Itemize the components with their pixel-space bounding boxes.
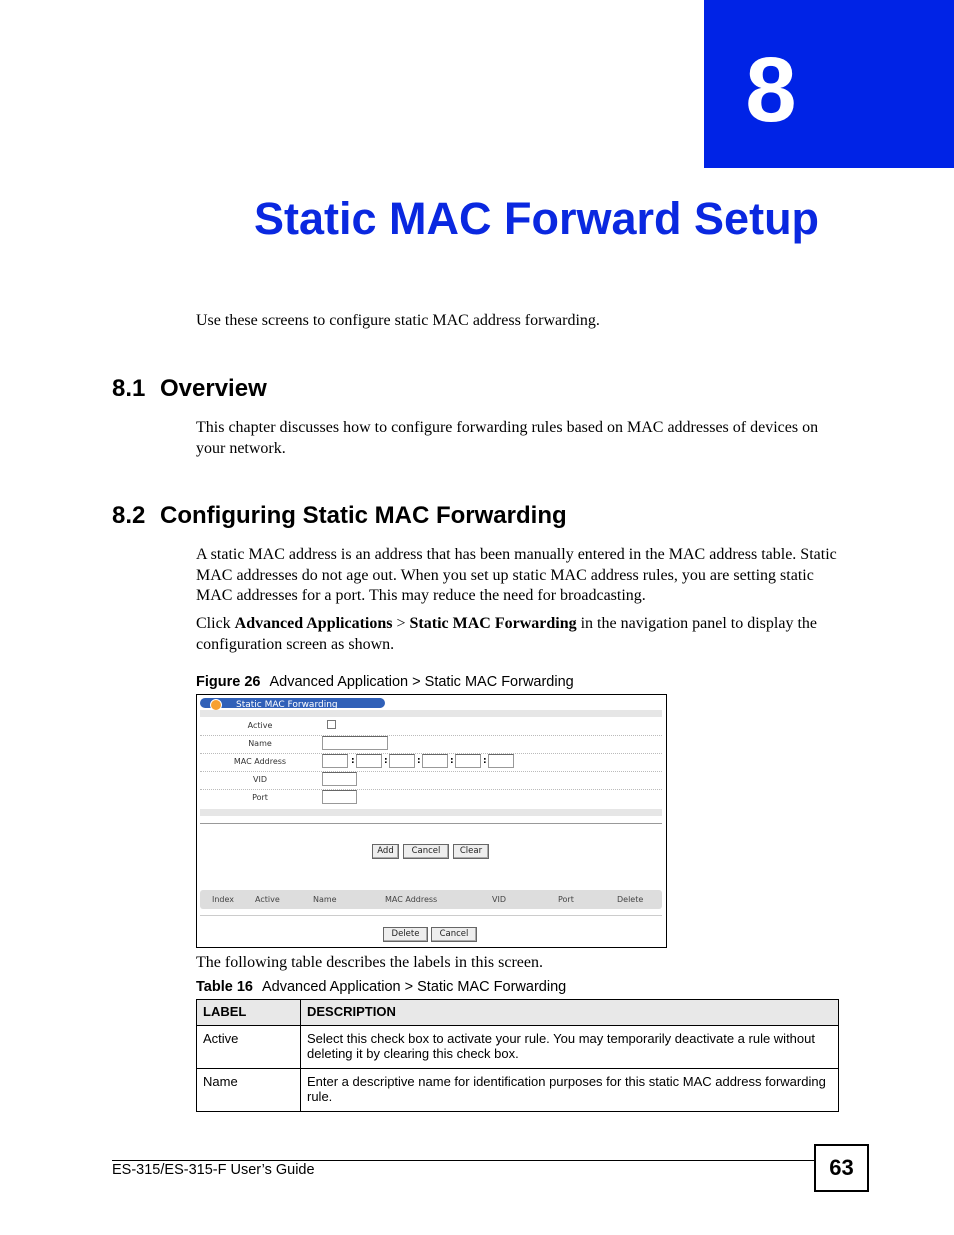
field-row-port xyxy=(200,789,662,807)
port-input[interactable] xyxy=(322,790,357,804)
config-paragraph-2 xyxy=(196,614,841,655)
mac-octet-6-input[interactable] xyxy=(488,754,514,768)
table-row xyxy=(197,1025,839,1068)
table-cell-description: Enter a descriptive name for identification purposes for this static MAC address forwarding rule. xyxy=(301,1068,839,1111)
mac-octet-2-input[interactable] xyxy=(356,754,382,768)
mac-octet-5-input[interactable] xyxy=(455,754,481,768)
section-number: 8.1 xyxy=(112,375,146,402)
section-title: Configuring Static MAC Forwarding xyxy=(160,502,567,529)
mac-octet-3-input[interactable] xyxy=(389,754,415,768)
table-row xyxy=(197,1068,839,1111)
table-header-row xyxy=(197,1000,839,1026)
footer-rule xyxy=(112,1160,815,1161)
chapter-title: Static MAC Forward Setup xyxy=(254,193,820,244)
column-header-name: Name xyxy=(313,895,337,904)
mac-separator: : xyxy=(483,756,487,766)
config-paragraph-1: A static MAC address is an address that has been manually entered in the MAC address table. Static MAC addresses do not age out. When you set up static MAC address rules, you are setting static MAC addresses for a port. This may reduce the need for broadcasting. xyxy=(196,546,837,604)
list-header xyxy=(200,890,662,909)
divider xyxy=(200,823,662,824)
text-span: in the navigation panel to display the configuration screen as shown. xyxy=(196,615,817,653)
text-span: Click xyxy=(196,615,235,632)
figure-label: Figure 26 xyxy=(196,674,261,690)
delete-button[interactable]: Delete xyxy=(383,927,428,942)
table-cell-description: Select this check box to activate your rule. You may temporarily deactivate a rule without deleting it by clearing this check box. xyxy=(301,1025,839,1068)
figure-caption-text: Advanced Application > Static MAC Forwarding xyxy=(269,674,574,690)
field-row-mac-address xyxy=(200,753,662,772)
name-input[interactable] xyxy=(322,736,388,750)
field-label: Port xyxy=(252,793,268,802)
field-row-active xyxy=(200,717,662,736)
table-label: Table 16 xyxy=(196,979,253,995)
screen-title: Static MAC Forwarding xyxy=(236,700,338,710)
chapter-number: 8 xyxy=(745,39,797,141)
figure-caption xyxy=(196,674,574,690)
static-mac-forwarding-screenshot xyxy=(196,694,667,948)
divider xyxy=(200,915,662,916)
section-heading-configuring xyxy=(112,501,567,531)
mac-octet-1-input[interactable] xyxy=(322,754,348,768)
cancel-button[interactable]: Cancel xyxy=(403,844,449,859)
add-button[interactable]: Add xyxy=(372,844,399,859)
table-caption-text: Advanced Application > Static MAC Forwarding xyxy=(261,979,567,995)
table-caption xyxy=(196,979,566,995)
mac-separator: : xyxy=(351,756,355,766)
section-heading-overview xyxy=(112,374,267,404)
column-header-delete: Delete xyxy=(617,895,644,904)
table-header-label: LABEL xyxy=(197,1000,301,1026)
section-number: 8.2 xyxy=(112,502,146,529)
field-label: VID xyxy=(253,775,267,784)
page-number: 63 xyxy=(814,1144,869,1192)
menu-path-advanced-applications: Advanced Applications xyxy=(234,615,393,632)
text-span: > xyxy=(392,615,410,632)
column-header-index: Index xyxy=(212,895,235,904)
section-title: Overview xyxy=(160,375,267,402)
clear-button[interactable]: Clear xyxy=(453,844,489,859)
field-label: MAC Address xyxy=(233,757,287,766)
mac-separator: : xyxy=(450,756,454,766)
field-row-vid xyxy=(200,771,662,790)
field-label: Active xyxy=(247,721,273,730)
column-header-active: Active xyxy=(255,895,280,904)
menu-path-static-mac-forwarding: Static MAC Forwarding xyxy=(409,615,577,632)
vid-input[interactable] xyxy=(322,772,357,786)
mac-separator: : xyxy=(417,756,421,766)
table-header-description: DESCRIPTION xyxy=(301,1000,839,1026)
section-band xyxy=(200,809,662,816)
overview-paragraph: This chapter discusses how to configure forwarding rules based on MAC addresses of devices on your network. xyxy=(196,419,819,457)
section-band xyxy=(200,710,662,717)
table-cell-label: Active xyxy=(197,1025,301,1068)
mac-separator: : xyxy=(384,756,388,766)
field-row-name xyxy=(200,735,662,754)
field-label: Name xyxy=(248,739,272,748)
mac-octet-4-input[interactable] xyxy=(422,754,448,768)
active-checkbox[interactable] xyxy=(327,720,336,729)
footer-guide-title: ES-315/ES-315-F User’s Guide xyxy=(112,1162,315,1178)
intro-paragraph: Use these screens to configure static MAC address forwarding. xyxy=(196,312,600,329)
screen-title-bar xyxy=(200,698,385,708)
labels-table xyxy=(196,999,839,1112)
cancel-list-button[interactable]: Cancel xyxy=(431,927,477,942)
column-header-vid: VID xyxy=(492,895,506,904)
column-header-mac-address: MAC Address xyxy=(385,895,438,904)
table-cell-label: Name xyxy=(197,1068,301,1111)
column-header-port: Port xyxy=(558,895,574,904)
table-intro-paragraph: The following table describes the labels in this screen. xyxy=(196,954,544,971)
